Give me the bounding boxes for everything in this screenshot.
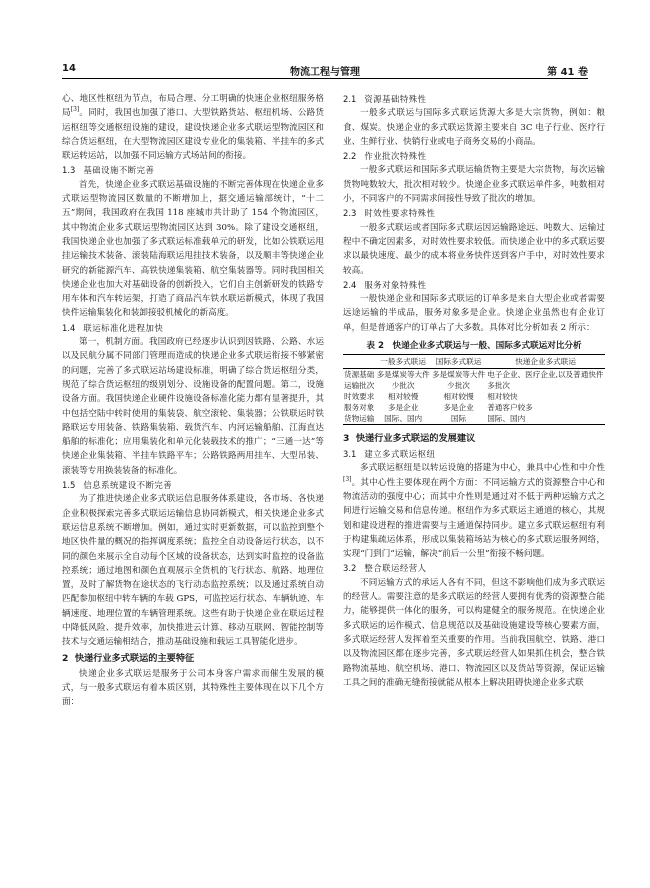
section-heading-1-5: 1.5 信息系统建设不断完善 (62, 480, 173, 491)
table-cell: 多批次 (487, 381, 510, 391)
table-row (343, 369, 605, 381)
table-cell: 电子企业、医疗企业,以及普通快件 (487, 370, 604, 380)
page-number: 14 (62, 63, 76, 74)
table-header-cell: 国际多式联运 (431, 355, 486, 369)
section-heading-1-4: 1.4 联运标准化进程加快 (62, 322, 164, 333)
right-column (343, 92, 605, 690)
table-header-cell: 一般多式联运 (375, 355, 430, 369)
citation[interactable]: [3] (343, 475, 352, 483)
table-header-cell: 快递企业多式联运 (486, 355, 605, 369)
table-cell: 国际、国内 (384, 414, 423, 424)
table-cell: 少批次 (391, 381, 415, 391)
section-heading-3-1: 3.1 建立多式联运枢纽 (343, 449, 436, 460)
left-column (62, 92, 324, 709)
table-cell: 相对较快 (487, 392, 518, 402)
table-row (343, 402, 605, 413)
table-cell: 运输批次 (344, 381, 375, 391)
table-header-row (343, 355, 605, 369)
table-cell: 时效要求 (344, 392, 375, 402)
paragraph: 一般多式联运或者国际多式联运因运输路途远、吨数大、运输过程中不确定因素多，对时效性要求较低。而快递企业中的多式联运要求以最快速度、最少的成本将业务快件送到客户手中，对时效性要求较高。 (343, 222, 605, 276)
section-heading-2-1: 2.1 资源基础特殊性 (343, 94, 427, 104)
table-cell: 相对较慢 (387, 392, 419, 402)
table-cell: 相对较慢 (443, 392, 474, 402)
table-cell: 多是煤炭等大件 (431, 370, 486, 380)
paragraph: 快递企业多式联运是服务于公司本身客户需求而催生发展的模式，与一般多式联运有着本质区别，其特殊性主要体现在以下几个方面： (62, 668, 324, 708)
table-cell: 多是企业 (387, 403, 419, 413)
section-heading-1-3: 1.3 基础设施不断完善 (62, 165, 155, 176)
table-cell: 服务对象 (344, 403, 375, 413)
paragraph: 一般快递企业和国际多式联运的订单多是来自大型企业或者需要远途运输的半成品，服务对象多是企业。快递企业虽然也有企业订单，但是普通客户的订单占了大多数。具体对比分析如表 2 所示： (343, 294, 605, 333)
section-heading-2-3: 2.3 时效性要求特殊性 (343, 208, 436, 219)
section-heading-3: 3 快递行业多式联运的发展建议 (343, 433, 476, 445)
paragraph: 首先，快递企业多式联运基础设施的不断完善体现在快递企业多式联运型物流园区数量的不断增加上，据交通运输部统计，“十二五”期间，我国政府在我国 118 座城市共计助了 154 个物流园区，其中物流企业多式联运型物流园区达到 30%。除了建设交通枢纽，我国快递企业也加强了多式联运标准载单元的研发，比如公铁联运甩挂运输技术装备、滚装陆海联运甩挂技术装备，以及顺丰等快递企业研究的新能源汽车、高铁快递集装箱、航空集装器等。同时我国相关快递企业也加大对基础设备的创新投入，它们自主创新研发的铁路专用车体和汽车转运架，打造了商品汽车铁水联运新模式，体现了我国快件运输集装化和装卸接驳机械化的新高度。 (62, 179, 324, 319)
paragraph: 一般多式联运与国际多式联运货源大多是大宗货物，例如：粮食、煤炭。快递企业的多式联运货源主要来自 3C 电子行业、医疗行业、生鲜行业、快销行业或电子商务交易的小商品。 (343, 108, 605, 147)
section-heading-2-4: 2.4 服务对象特殊性 (343, 279, 427, 290)
paragraph: 一般多式联运和国际多式联运输货物主要是大宗货物，每次运输货物吨数较大，批次相对较少。快递企业多式联运单件多，吨数相对小，不同客户的不同需求间接性导致了批次的增加。 (343, 165, 605, 205)
table-cell: 多是煤炭等大件 (376, 370, 430, 380)
running-header (62, 62, 588, 79)
paragraph: 为了推进快递企业多式联运信息服务体系建设，各市场、各快递企业积极探索完善多式联运运输信息协同新模式，相关快递企业多式联运信息系统不断增加。例如，通过实时更新数据，可以监控到整个地区快件量的概况的指挥调度系统；监控全自动设备运行状态，以不同的颜色来展示全自动每个区域的设备状态，达到实时监控的设备监控系统；通过地图和颜色直观展示全货机的飞行状态、航路、地理位置，及时了解货物在途状态的飞行动态监控系统；以及通过系统自动匹配参加枢纽中转车辆的车载 GPS，可监控运行状态、车辆轨迹、车辆速度、地理位置的车辆管理系统。这些有助于快递企业在联运过程中降低风险、提升效率，加快推进云计算、移动互联网、智能控制等技术与交通运输相结合，推动基础设施和载运工具智能化进步。 (62, 494, 324, 648)
table-header-cell (343, 355, 375, 369)
section-heading-2-2: 2.2 作业批次特殊性 (343, 151, 427, 162)
table-cell: 货源基础 (344, 370, 375, 380)
table-cell: 国际 (450, 414, 467, 424)
paragraph: 心、地区性枢纽为节点，布局合理、分工明确的快速企业枢纽服务格局[3]。同时，我国也加强了港口、大型铁路货站、枢纽机场、公路货运枢纽等交通枢纽设施的建设，建设快递企业多式联运型物流园区和综合货运枢纽，在大型物流园区建设专业化的集装箱、半挂车的多式联运转运站，以加强不同运输方式场站间的衔接。 (62, 94, 324, 162)
comparison-table (343, 354, 605, 425)
journal-title: 物流工程与管理 (290, 67, 360, 78)
paragraph: 不同运输方式的承运人各有不同，但这不影响他们成为多式联运的经营人。需要注意的是多式联运的经营人要拥有优秀的资源整合能力，能够提供一体化的服务，可以构建健全的服务规范。在快递企业多式联运的运作模式、信息规范以及基础设施建设等核心要素方面，多式联运经营人发挥着至关重要的作用。当前我国航空、铁路、港口以及物流园区都在逐步完善，多式联运经营人如果抓住机会，整合铁路物流基地、航空机场、港口、物流园区以及货站等资源，保证运输工具之间的准确无缝衔接就能从根本上解决阻碍快递企业多式联 (343, 577, 605, 688)
table-cell: 多是企业 (443, 403, 474, 413)
table-cell: 普通客户较多 (487, 403, 533, 413)
table-row (343, 380, 605, 391)
citation[interactable]: [3] (70, 106, 80, 114)
paragraph: 多式联运枢纽是以转运设施的搭建为中心，兼具中心性和中介性[3]。其中心性主要体现在两个方面：不同运输方式的资源整合中心和物流活动的强度中心；而其中介性则是通过对不低于两种运输方式之间进行运输交易和信息传递。枢纽作为多式联运主通道的核心，其规划和建设进程的推进需要与主通道保持同步。建立多式联运枢纽有利于构建集疏运体系，形成以集装箱场站为核心的多式联运服务网络，实现“门到门”运输，解决“前后一公里”衔接不畅问题。 (343, 463, 605, 560)
table-row (343, 413, 605, 425)
section-heading-3-2: 3.2 整合联运经营人 (343, 563, 427, 574)
section-heading-2: 2 快递行业多式联运的主要特征 (62, 652, 195, 664)
table-row (343, 391, 605, 402)
table-cell: 国际、国内 (487, 414, 526, 424)
paragraph: 第一，机制方面。我国政府已经逐步认识到因铁路、公路、水运以及民航分属不同部门管理而造成的快递企业多式联运衔接不够紧密的问题，完善了多式联运站场建设标准，明确了综合货运枢纽分类，规范了综合货运枢纽的级别划分、设施设备的配置问题。第二，设施设备方面。我国快递企业硬件设施设备标准化能力都有显著提升，其中包括空陆中转时使用的集装袋、航空滚轮、集装器；公铁联运时铁路联运专用装备、铁路集装箱、载货汽车、内河运输船舶、江海直达船舶的标准化；应用集装化和单元化装载技术的推广；“三通一达”等快递企业集装箱、半挂车铁路平车；公路铁路两用挂车、大型吊装、滚装等专用换装装备的标准化。 (62, 337, 324, 476)
volume-label: 第 41 卷 (547, 67, 588, 78)
table-cell: 少批次 (447, 381, 470, 391)
table-caption: 表 2 快递企业多式联运与一般、国际多式联运对比分析 (366, 341, 582, 352)
table-cell: 货物运输 (344, 414, 375, 424)
